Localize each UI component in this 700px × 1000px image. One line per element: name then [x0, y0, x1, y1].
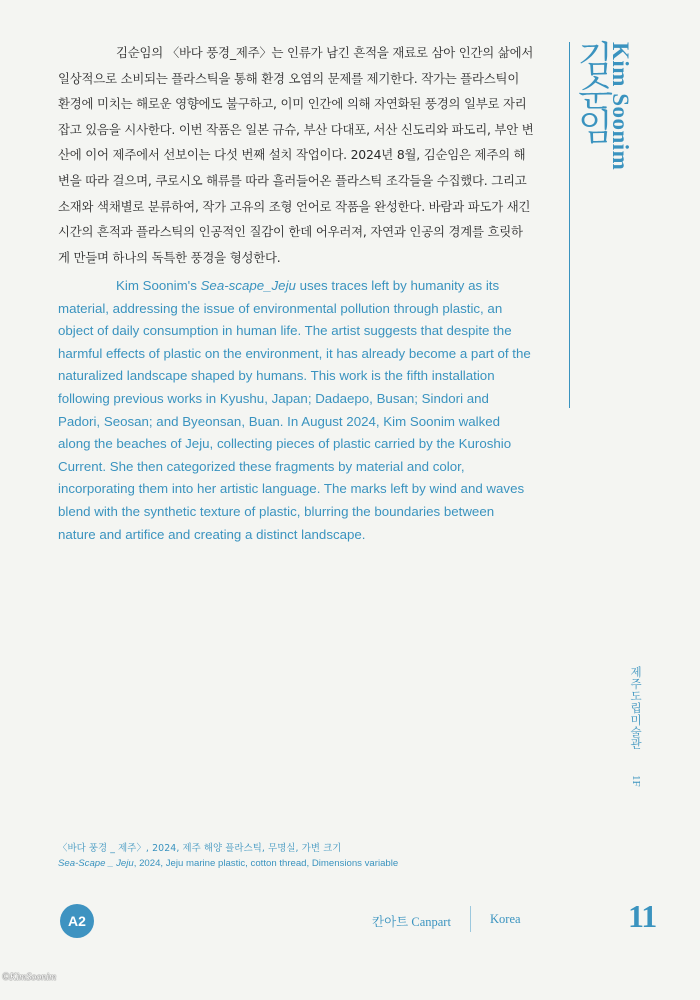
english-lead: Kim Soonim's: [116, 278, 201, 293]
floor-label: 1F: [630, 775, 642, 787]
english-work-title: Sea-scape_Jeju: [200, 278, 296, 293]
section-badge: A2: [60, 904, 94, 938]
museum-name: 제주도립미술관: [629, 666, 641, 750]
vertical-divider: [569, 42, 570, 408]
korean-description: 김순임의 〈바다 풍경_제주〉는 인류가 남긴 흔적을 재료로 삼아 인간의 삶에서 일상적으로 소비되는 플라스틱을 통해 환경 오염의 문제를 제기한다. 작가는 플라스틱이 환경에 미치는 해로운 영향에도 불구하고, 이미 인간에 의해 자연화된 풍경의 일부로 자리잡고 있음을 시사한다. 이번 작품은 일본 규슈, 부산 다대포, 서산 신도리와 파도리, 부안 변산에 이어 제주에서 선보이는 다섯 번째 설치 작업이다. 2024년 8월, 김순임은 제주의 해변을 따라 걸으며, 쿠로시오 해류를 따라 흘러들어온 플라스틱 조각들을 수집했다. 그리고 소재와 색채별로 분류하여, 작가 고유의 조형 언어로 작품을 완성한다. 바람과 파도가 새긴 시간의 흔적과 플라스틱의 인공적인 질감이 한데 어우러져, 자연과 인공의 경계를 흐릿하게 만들며 하나의 독특한 풍경을 형성한다.: [58, 45, 534, 265]
magazine-name: 칸아트 Canpart: [372, 915, 451, 929]
english-description: [58, 275, 534, 546]
caption-english-title: Sea-Scape _ Jeju: [58, 858, 134, 869]
footer-divider: [470, 906, 471, 932]
caption-korean: 〈바다 풍경 _ 제주〉, 2024, 제주 해양 플라스틱, 무명실, 가변 크기: [58, 843, 342, 854]
artist-name-korean: 김순임: [573, 40, 613, 142]
caption-english-details: , 2024, Jeju marine plastic, cotton thread, Dimensions variable: [133, 858, 399, 869]
page-number: 11: [628, 898, 657, 934]
country-label: Korea: [490, 912, 521, 926]
caption-english: [58, 858, 398, 869]
artist-name-vertical: [575, 40, 635, 240]
english-body: uses traces left by humanity as its material, addressing the issue of environmental pollution through plastic, an object of daily consumption in human life. The artist suggests that despite the harmful effects of plastic on the environment, it has already become a part of the naturalized landscape shaped by humans. This work is the fifth installation following previous works in Kyushu, Japan; Dadaepo, Busan; Sindori and Padori, Seosan; and Byeonsan, Buan. In August 2024, Kim Soonim walked along the beaches of Jeju, collecting pieces of plastic carried by the Kuroshio Current. She then categorized these fragments by material and color, incorporating them into her artistic language. The marks left by wind and waves blend with the synthetic texture of plastic, blurring the boundaries between nature and artifice and creating a distinct landscape.: [58, 278, 531, 542]
copyright-watermark: ©KimSoonim: [2, 972, 57, 983]
artist-name-english: Kim Soonim: [608, 42, 633, 171]
